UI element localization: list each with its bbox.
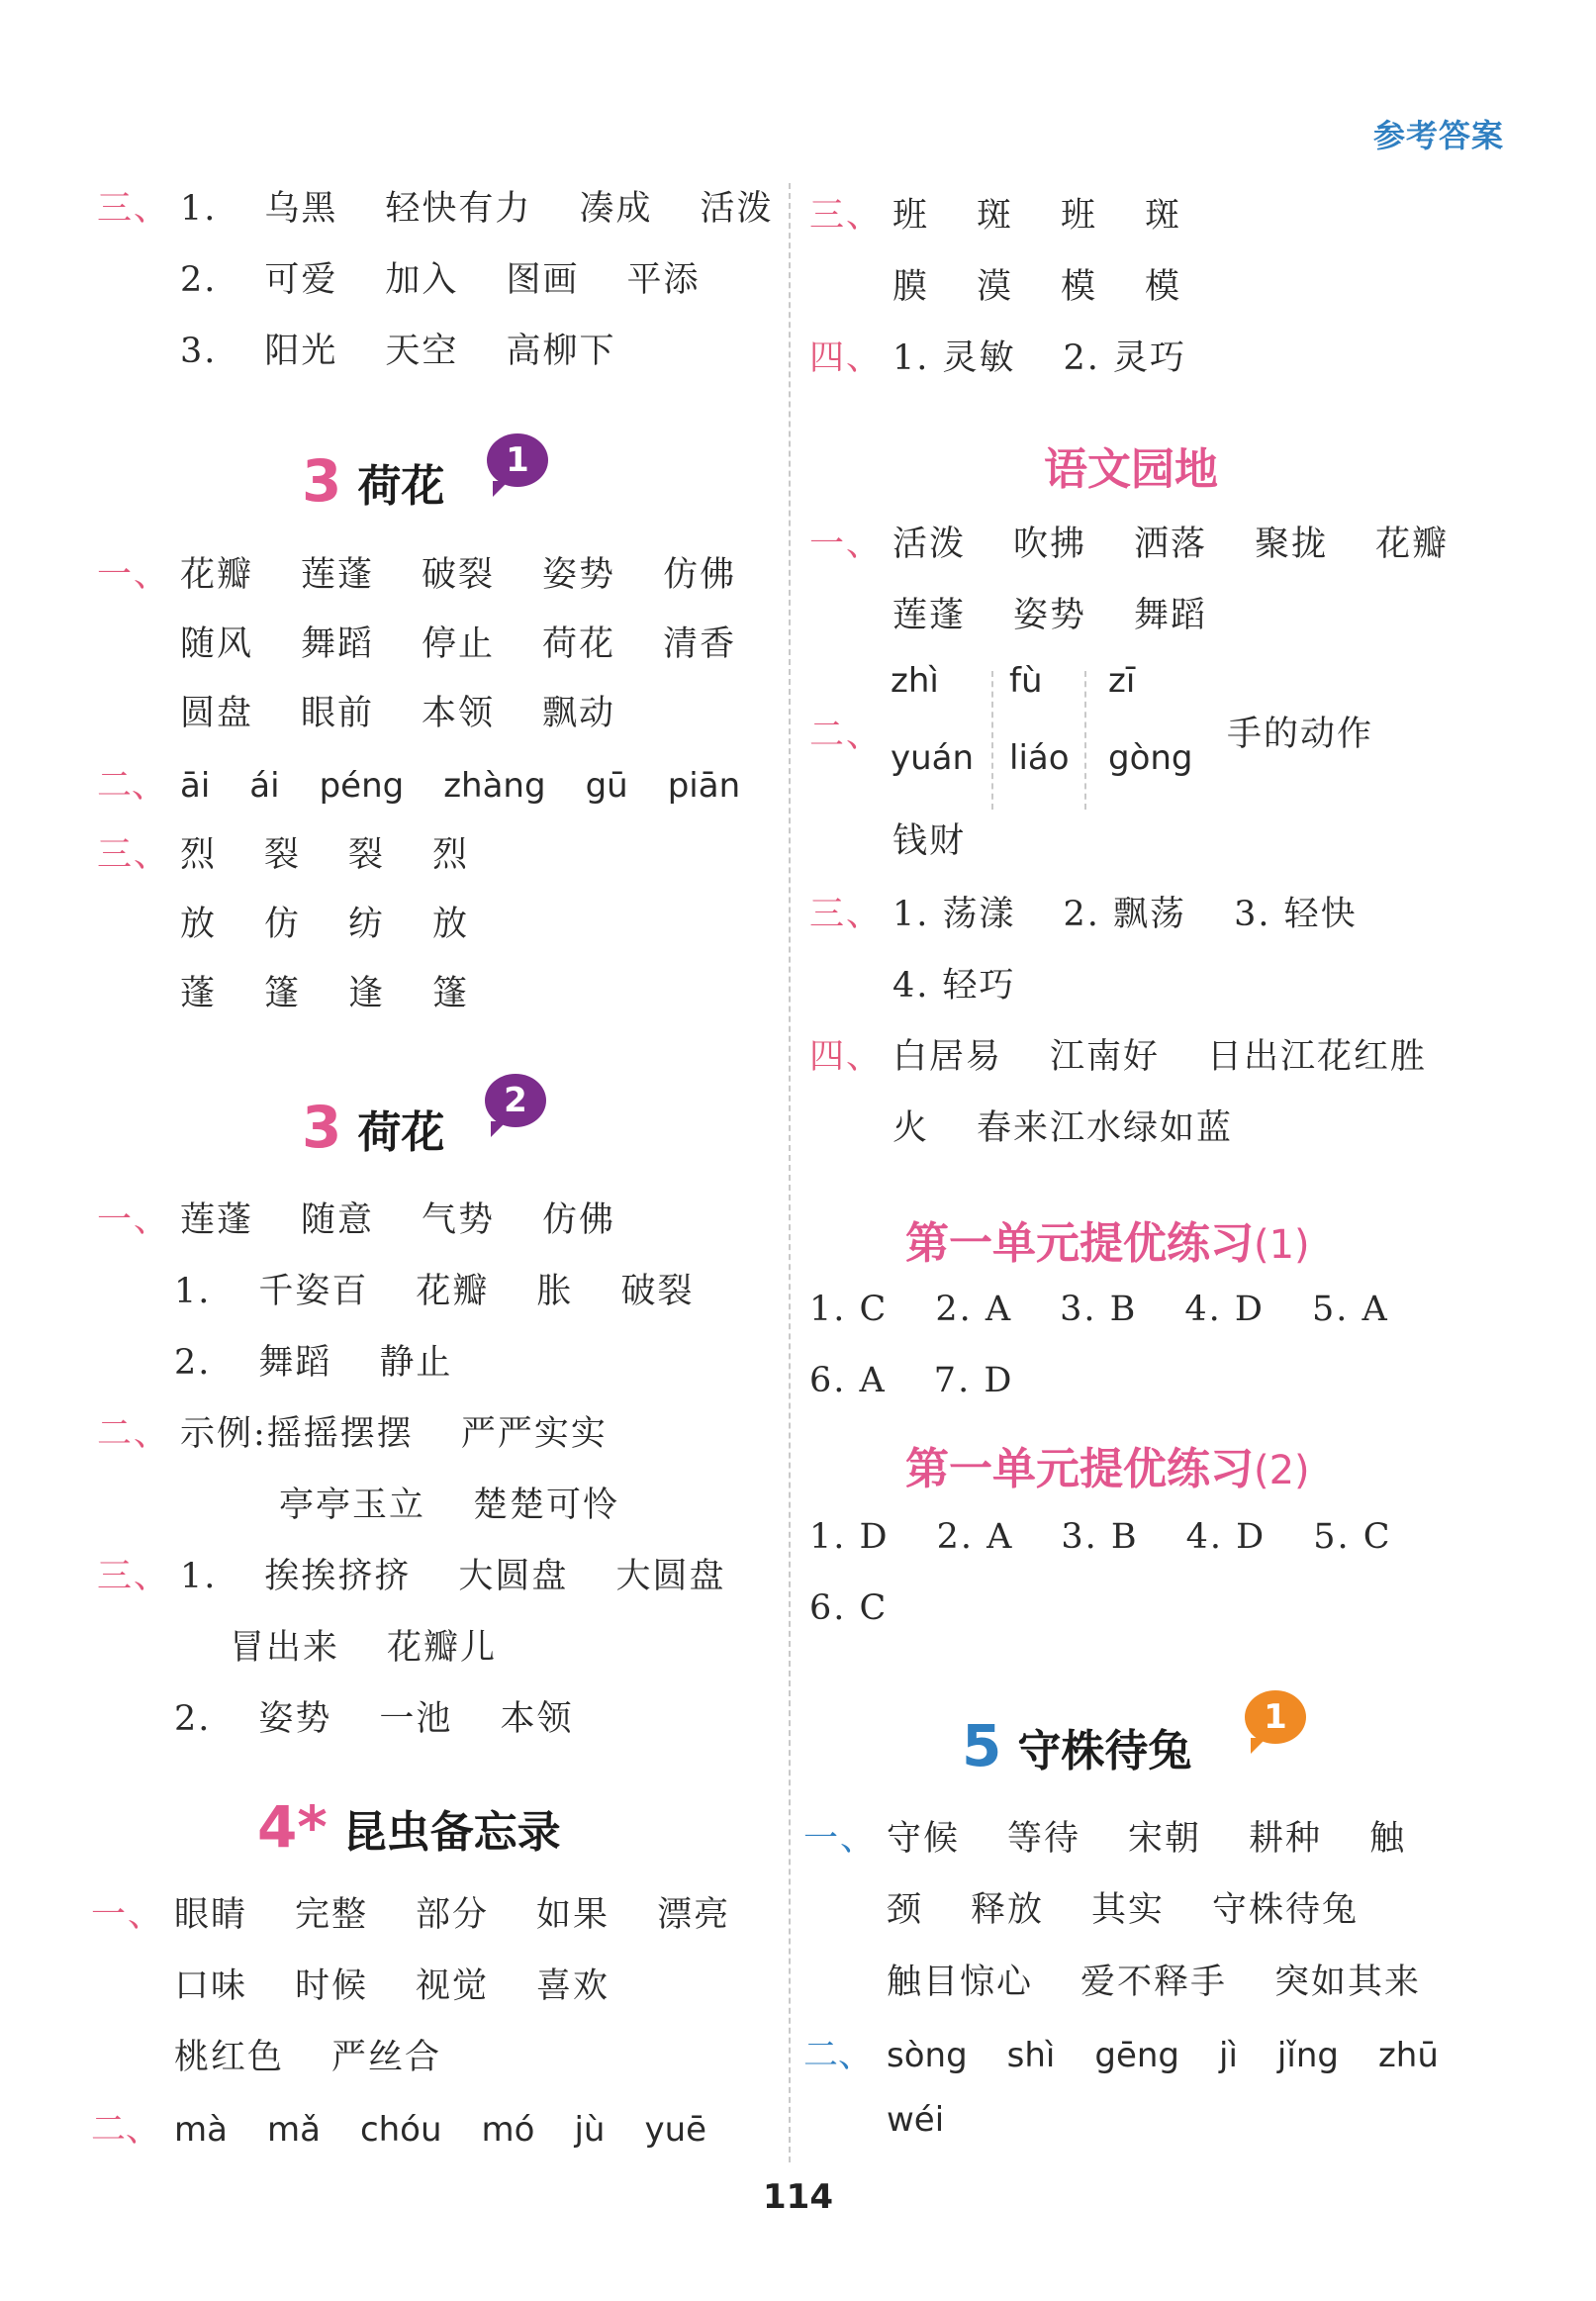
lesson-4-title: [257, 1793, 561, 1861]
lesson5-yi-row1: 一、 守候 等待 宋朝 耕种 触: [803, 1819, 1407, 1859]
garden-er-label: 手的动作: [1227, 715, 1374, 754]
lesson3a-er-pinyin: 二、 āi ái péng zhàng gū piān: [97, 766, 741, 806]
lesson-number: 4*: [257, 1793, 328, 1861]
lesson3b-san-line1: 三、 1. 挨挨挤挤 大圆盘 大圆盘: [97, 1557, 726, 1596]
page-number: 114: [763, 2177, 833, 2217]
lesson3b-san-line2: 2. 姿势 一池 本领: [174, 1699, 574, 1739]
column-divider: [789, 183, 791, 2162]
garden-san-row1: 三、 1. 荡漾 2. 飘荡 3. 轻快: [809, 895, 1358, 934]
lesson-title: 荷花: [357, 1107, 445, 1158]
badge-icon: 1: [1245, 1690, 1306, 1744]
chinese-garden-title: 语文园地: [1044, 444, 1218, 495]
lesson-number: 3: [302, 1094, 342, 1161]
garden-er-number: 二、: [809, 716, 884, 755]
lesson5-er-row2: wéi: [887, 2100, 945, 2140]
right-top-si-row: 四、 1. 灵敏 2. 灵巧: [809, 338, 1187, 378]
lesson4-yi-row2: 口味 时候 视觉 喜欢: [174, 1966, 610, 2006]
practice1-row1: 1. C 2. A 3. B 4. D 5. A: [809, 1290, 1389, 1329]
lesson-3-title-1: [302, 447, 444, 515]
lesson-title: 昆虫备忘录: [342, 1807, 561, 1858]
lesson5-yi-row3: 触目惊心 爱不释手 突如其来: [887, 1963, 1422, 2002]
lesson-3-title-2: [302, 1094, 444, 1161]
lesson4-yi-row3: 桃红色 严丝合: [174, 2038, 442, 2077]
garden-si-row1: 四、 白居易 江南好 日出江花红胜: [809, 1037, 1428, 1077]
lesson4-er-pinyin: 二、 mà mǎ chóu mó jù yuē: [91, 2110, 707, 2150]
lesson-title: 荷花: [357, 461, 445, 512]
pinyin-separator: [991, 671, 993, 810]
garden-er-after: 钱财: [892, 821, 967, 861]
lesson3b-er-row2: 亭亭玉立 楚楚可怜: [279, 1486, 620, 1525]
right-top-san-row2: 膜 漠 模 模: [892, 267, 1182, 307]
badge-icon: 1: [487, 433, 548, 487]
lesson5-yi-row2: 颈 释放 其实 守株待兔: [887, 1890, 1360, 1930]
lesson-title: 守株待兔: [1017, 1726, 1192, 1776]
lesson-number: 5: [962, 1712, 1002, 1779]
practice-1-title: 第一单元提优练习(1): [905, 1218, 1310, 1269]
lesson5-er-row1: 二、 sòng shì gēng jì jǐng zhū: [803, 2036, 1439, 2075]
lesson-5-title: [962, 1712, 1191, 1779]
answer-key-header: 参考答案: [1372, 117, 1504, 154]
pinyin-separator: [1084, 671, 1086, 810]
practice1-row2: 6. A 7. D: [809, 1361, 1014, 1400]
lesson-number: 3: [302, 447, 342, 515]
badge-icon: 2: [485, 1074, 546, 1127]
lesson3b-er-row1: 二、 示例:摇摇摆摆 严严实实: [97, 1414, 608, 1454]
practice2-row1: 1. D 2. A 3. B 4. D 5. C: [809, 1517, 1392, 1557]
lesson3b-yi-line1: 1. 千姿百 花瓣 胀 破裂: [174, 1272, 695, 1311]
lesson3a-san-row3: 蓬 篷 逢 篷: [180, 974, 470, 1013]
garden-yi-row1: 一、 活泼 吹拂 洒落 聚拢 花瓣: [809, 525, 1450, 564]
lesson3b-yi-row: 一、 莲蓬 随意 气势 仿佛: [97, 1200, 616, 1240]
lesson3a-san-row2: 放 仿 纺 放: [180, 905, 470, 944]
left-top-san-line2: 2. 可爱 加入 图画 平添: [180, 260, 701, 300]
lesson4-yi-row1: 一、 眼睛 完整 部分 如果 漂亮: [91, 1895, 731, 1935]
lesson3a-yi-row2: 随风 舞蹈 停止 荷花 清香: [180, 624, 737, 664]
garden-san-row2: 4. 轻巧: [892, 966, 1016, 1006]
lesson3a-san-row1: 三、 烈 裂 裂 烈: [97, 835, 470, 875]
practice2-row2: 6. C: [809, 1588, 889, 1628]
section-number: 三、: [97, 189, 171, 229]
lesson3b-san-line1b: 冒出来 花瓣儿: [230, 1628, 498, 1668]
right-top-san-row1: 三、 班 斑 班 斑: [809, 196, 1182, 236]
garden-yi-row2: 莲蓬 姿势 舞蹈: [892, 596, 1208, 635]
lesson3b-yi-line2: 2. 舞蹈 静止: [174, 1343, 453, 1383]
left-top-san-line1: 三、 1. 乌黑 轻快有力 凑成 活泼: [97, 181, 773, 231]
lesson3a-yi-row3: 圆盘 眼前 本领 飘动: [180, 694, 616, 733]
left-top-san-line3: 3. 阳光 天空 高柳下: [180, 332, 616, 371]
lesson3a-yi-row1: 一、 花瓣 莲蓬 破裂 姿势 仿佛: [97, 555, 737, 595]
garden-si-row2: 火 春来江水绿如蓝: [892, 1108, 1234, 1148]
practice-2-title: 第一单元提优练习(2): [905, 1444, 1310, 1494]
